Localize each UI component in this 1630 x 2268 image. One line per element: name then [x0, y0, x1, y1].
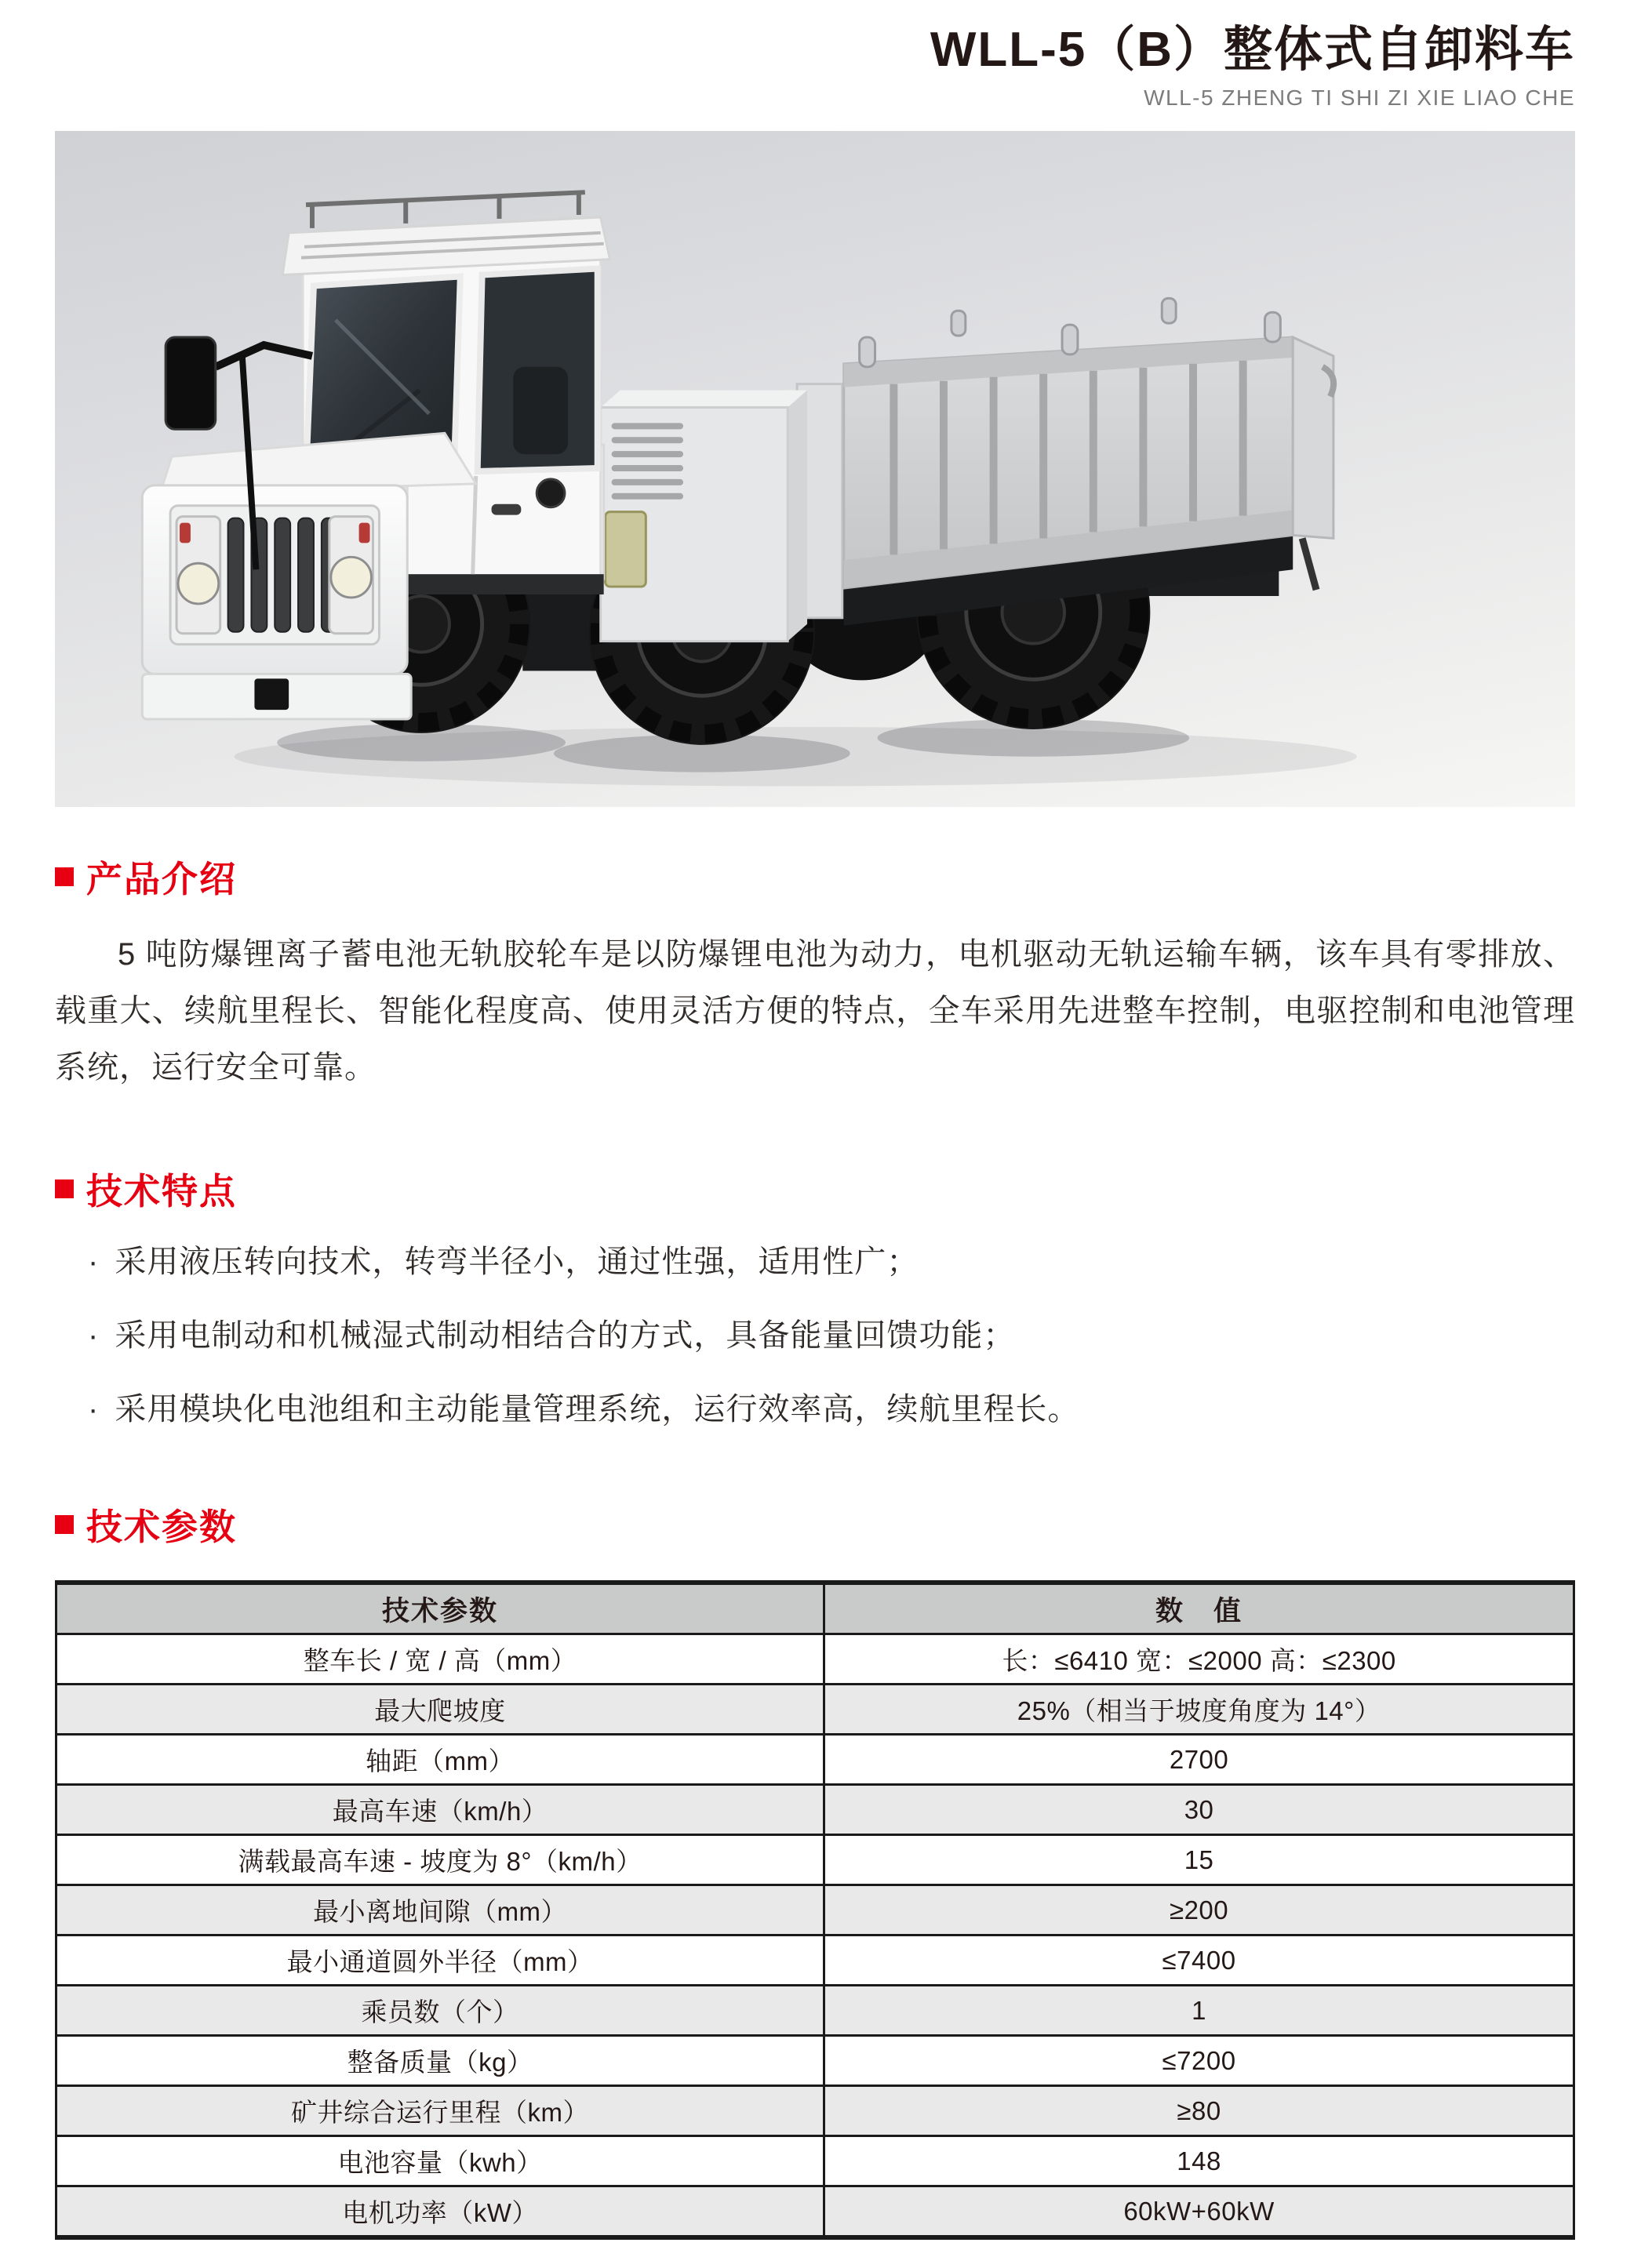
- spec-label: 最大爬坡度: [56, 1685, 824, 1735]
- fuel-cap: [537, 479, 565, 507]
- table-row: [56, 1835, 1574, 1885]
- spec-value: 15: [824, 1835, 1574, 1885]
- spec-value: ≥80: [824, 2086, 1574, 2136]
- table-row: [56, 2086, 1574, 2136]
- table-row: [56, 1634, 1574, 1685]
- spec-value: ≥200: [824, 1885, 1574, 1935]
- table-row: [56, 2136, 1574, 2186]
- spec-label: 最高车速（km/h）: [56, 1785, 824, 1835]
- section-features: [55, 1163, 1575, 1430]
- spec-label: 最小离地间隙（mm）: [56, 1885, 824, 1935]
- page-subtitle: WLL-5 ZHENG TI SHI ZI XIE LIAO CHE: [1144, 85, 1575, 111]
- section-heading-features-label: 技术特点: [86, 1171, 237, 1212]
- section-heading-intro: [55, 851, 1575, 903]
- table-row: [56, 2186, 1574, 2238]
- spec-label: 矿井综合运行里程（km）: [56, 2086, 824, 2136]
- specs-col-value: 数 值: [824, 1583, 1574, 1634]
- section-specs: [55, 1499, 1575, 2240]
- page-title: WLL-5（B）整体式自卸料车: [930, 23, 1575, 77]
- table-row: [56, 1685, 1574, 1735]
- feature-item: [88, 1241, 1575, 1282]
- feature-item: [88, 1315, 1575, 1356]
- truck-battery-box: [601, 391, 807, 642]
- feature-item-text: 采用模块化电池组和主动能量管理系统，运行效率高，续航里程长。: [115, 1392, 1080, 1427]
- feature-item-text: 采用电制动和机械湿式制动相结合的方式，具备能量回馈功能；: [115, 1318, 1016, 1354]
- junction-panel: [606, 512, 646, 587]
- spec-label: 满载最高车速 - 坡度为 8°（km/h）: [56, 1835, 824, 1885]
- feature-item: [88, 1389, 1575, 1430]
- tow-hitch: [254, 679, 289, 711]
- table-row: [56, 2036, 1574, 2086]
- seat: [513, 367, 568, 454]
- spec-value: 30: [824, 1785, 1574, 1835]
- spec-label: 电池容量（kwh）: [56, 2136, 824, 2186]
- header: [0, 0, 1630, 111]
- spec-value: 25%（相当于坡度角度为 14°）: [824, 1685, 1574, 1735]
- truck-illustration: [55, 131, 1575, 807]
- section-heading-features: [55, 1163, 1575, 1215]
- table-row: [56, 1885, 1574, 1935]
- section-heading-specs-label: 技术参数: [86, 1507, 237, 1548]
- spec-label: 最小通道圆外半径（mm）: [56, 1935, 824, 1986]
- table-row: [56, 1785, 1574, 1835]
- table-row: [56, 1986, 1574, 2036]
- table-row: [56, 1735, 1574, 1785]
- section-heading-intro-label: 产品介绍: [86, 859, 237, 900]
- spec-value: 2700: [824, 1735, 1574, 1785]
- bullet-dot: ·: [88, 1245, 100, 1280]
- intro-paragraph: 5 吨防爆锂离子蓄电池无轨胶轮车是以防爆锂电池为动力，电机驱动无轨运输车辆，该车具有零排放、载重大、续航里程长、智能化程度高、使用灵活方便的特点，全车采用先进整车控制，电驱控制和电池管理系统，运行安全可靠。: [55, 937, 1575, 1085]
- specs-header-row: [56, 1583, 1574, 1634]
- red-square-bullet: [55, 867, 74, 886]
- section-heading-specs: [55, 1499, 1575, 1550]
- spec-label: 整车长 / 宽 / 高（mm）: [56, 1634, 824, 1685]
- spec-value: 1: [824, 1986, 1574, 2036]
- section-intro: [55, 851, 1575, 1096]
- feature-list: [55, 1241, 1575, 1430]
- specs-table: [55, 1580, 1575, 2240]
- product-image: [55, 131, 1575, 807]
- red-square-bullet: [55, 1179, 74, 1198]
- table-row: [56, 1935, 1574, 1986]
- spec-label: 电机功率（kW）: [56, 2186, 824, 2238]
- spec-label: 乘员数（个）: [56, 1986, 824, 2036]
- feature-item-text: 采用液压转向技术，转弯半径小，通过性强，适用性广；: [115, 1245, 919, 1280]
- door-handle: [492, 504, 522, 515]
- specs-col-param: 技术参数: [56, 1583, 824, 1634]
- spec-value: 长：≤6410 宽：≤2000 高：≤2300: [824, 1634, 1574, 1685]
- bullet-dot: ·: [88, 1392, 100, 1427]
- red-square-bullet: [55, 1515, 74, 1534]
- spec-value: 60kW+60kW: [824, 2186, 1574, 2238]
- spec-value: ≤7400: [824, 1935, 1574, 1986]
- spec-value: ≤7200: [824, 2036, 1574, 2086]
- spec-label: 整备质量（kg）: [56, 2036, 824, 2086]
- spec-label: 轴距（mm）: [56, 1735, 824, 1785]
- front-grille: [170, 506, 379, 645]
- spec-value: 148: [824, 2136, 1574, 2186]
- bullet-dot: ·: [88, 1318, 100, 1354]
